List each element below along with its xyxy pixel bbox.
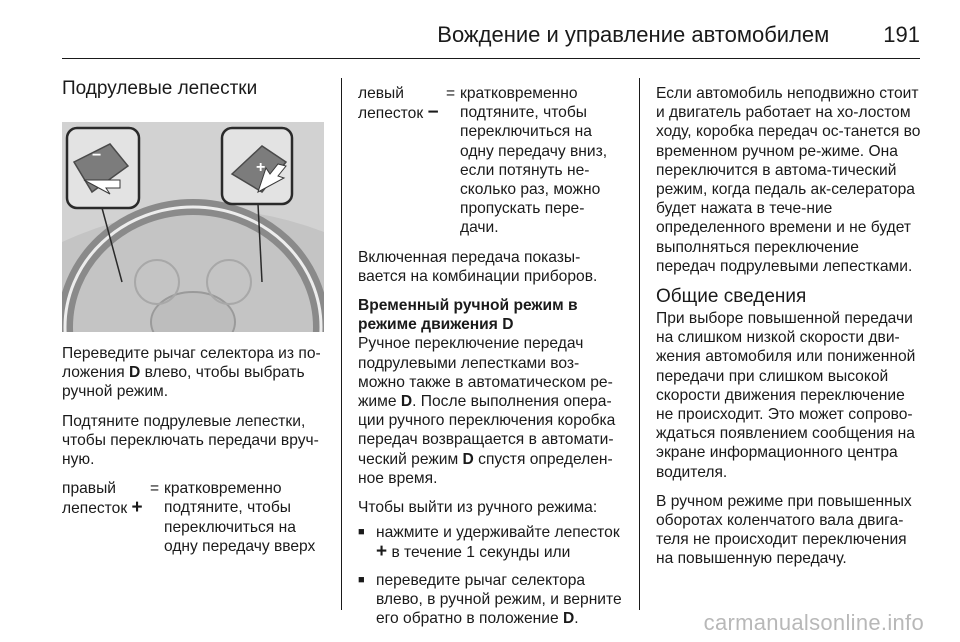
term-text: правый лепесток [62, 480, 128, 518]
position-d: D [462, 450, 474, 468]
subheading-temporary-manual: Временный ручной режим в режиме движения D [358, 297, 578, 334]
term-text: левый лепесток [358, 85, 424, 123]
definition-right-paddle [62, 479, 324, 556]
list-item [358, 523, 622, 562]
column-3 [656, 84, 922, 579]
text: в течение 1 секунды или [387, 544, 571, 562]
watermark: carmanualsonline.info [703, 610, 924, 635]
list-item-text [376, 571, 622, 629]
equals-sign: = [446, 85, 456, 102]
text: спустя определен-ное время. [358, 450, 613, 487]
bullet-square-icon: ■ [358, 573, 365, 586]
paragraph-exit-manual: Чтобы выйти из ручного режима: [358, 499, 598, 517]
text: нажмите и удерживайте лепесток [376, 524, 620, 542]
text: . [574, 610, 579, 628]
page-header [62, 18, 920, 52]
column-divider-1 [341, 78, 342, 610]
definition-text: кратковременно подтяните, чтобы переключиться на одну передачу вверх [164, 480, 316, 555]
plus-symbol: + [376, 541, 388, 563]
definition-text: кратковременно подтяните, чтобы переключиться на одну передачу вниз, если потянуть не-сколько раз, можно пропускать пере-дачи. [460, 85, 608, 237]
text: Ручное переключение передач подрулевыми лепестками воз-можно также в автоматическом ре-жиме [358, 335, 613, 411]
column-1 [62, 78, 324, 566]
text: Переведите рычаг селектора из по-ложения [62, 345, 321, 382]
plus-paddle-label: + [256, 159, 266, 176]
exit-steps-list [358, 523, 622, 628]
section-heading-paddles: Подрулевые лепестки [62, 78, 258, 99]
definition-term [358, 84, 446, 238]
page-header-title: Вождение и управление автомобилем [437, 22, 830, 47]
bullet-square-icon: ■ [358, 526, 365, 539]
column-2 [358, 84, 622, 636]
header-divider [62, 58, 920, 59]
definition-left-paddle [358, 84, 622, 238]
section-heading-general: Общие сведения [656, 286, 807, 308]
position-d: D [128, 364, 141, 382]
paragraph-temporary-manual [358, 334, 622, 488]
definition-term [62, 479, 150, 556]
minus-symbol: − [427, 102, 439, 124]
steering-wheel-paddles-illustration [62, 122, 324, 332]
page-number: 191 [883, 22, 920, 47]
position-d: D [562, 610, 575, 628]
paragraph-high-rpm: В ручном режиме при повышенных оборотах коленчатого вала двига-теля не происходит переключения на повышенную передачу. [656, 492, 912, 568]
paragraph-general-info: При выборе повышенной передачи на слишком низкой скорости дви-жения автомобиля или пониженной передачи при слишком высокой скорости движения переключение не происходит. Это может сопрово-ждаться появлением сообщения на экране информационного центра водителя. [656, 310, 916, 481]
plus-symbol: + [131, 497, 143, 519]
minus-paddle-label: − [92, 147, 102, 164]
paragraph-idle-behaviour: Если автомобиль неподвижно стоит и двигатель работает на хо-лостом ходу, коробка передач ос-танется во временном ручном ре-жиме. Она переключится в автома-тический режим, когда педаль ак-селератора будет нажата в тече-ние определенного времени и не будет выполняться переключение передач подрулевыми лепестками. [656, 85, 921, 275]
paragraph-gear-display: Включенная передача показы-вается на комбинации приборов. [358, 248, 598, 285]
text: переведите рычаг селектора влево, в ручной режим, и верните его обратно в положение [376, 571, 622, 628]
position-d: D [400, 393, 413, 411]
text: . После выполнения опера-ции ручного переключения коробка передач возвращается в автомати-ческий режим [358, 393, 616, 468]
paragraph-select-manual [62, 344, 324, 402]
column-divider-2 [639, 78, 640, 610]
text: влево, чтобы выбрать ручной режим. [62, 364, 305, 401]
list-item-text [376, 523, 622, 562]
paragraph-pull-paddles: Подтяните подрулевые лепестки, чтобы переключать передачи вруч-ную. [62, 412, 319, 469]
list-item [358, 571, 622, 629]
equals-sign: = [150, 480, 160, 498]
